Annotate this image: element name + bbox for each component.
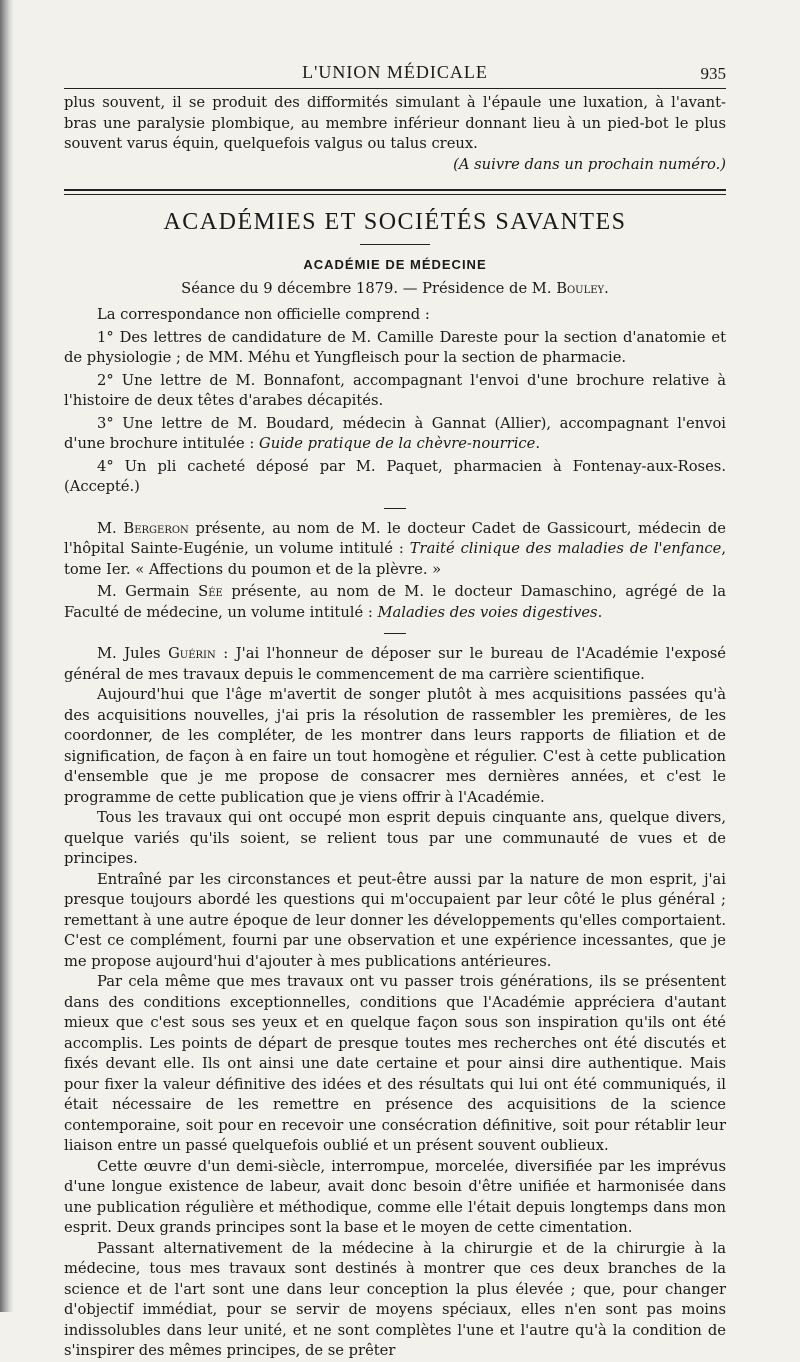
guerin-paragraph-4: Par cela même que mes travaux ont vu passer trois générations, ils se présentent dans des conditions exceptionnelles, conditions que l'Académie appréciera d'autant mieux que c'est sous ses yeux et en quelque façon sous son inspiration qu'ils ont été accomplis. Les points de départ de presque toutes mes recherches ont été discutés et fixés devant elle. Ils ont ainsi une date certaine et pour ainsi dire authentique. Mais pour fixer la valeur définitive des idées et des résultats qui lui ont été communiqués, il était nécessaire de les remettre en présence des acquisitions de la science contemporaine, soit pour en recevoir une consécration définitive, soit pour rétablir leur liaison entre un passé quelquefois oublié et un présent souvent oublieux. xyxy=(64,973,726,1154)
session-line: Séance du 9 décembre 1879. — Présidence de M. Bouley. xyxy=(181,280,609,297)
correspondence-item-4: 4° Un pli cacheté déposé par M. Paquet, pharmacien à Fontenay-aux-Roses. (Accepté.) xyxy=(64,457,726,495)
guerin-paragraph-1: Aujourd'hui que l'âge m'avertit de songer plutôt à mes acquisitions passées qu'à des acquisitions nouvelles, j'ai pris la résolution de rassembler les premières, de les coordonner, de les compléter, de les montrer dans leurs rapports de filiation et de signification, de façon à en faire un tout homogène et régulier. C'est à cette publication d'ensemble que je me propose de consacrer mes dernières années, et c'est le programme de cette publication que je viens offrir à l'Académie. xyxy=(64,686,726,806)
book-spine-shadow xyxy=(0,0,14,1312)
running-header xyxy=(64,58,726,88)
section-title: ACADÉMIES ET SOCIÉTÉS SAVANTES xyxy=(163,209,627,235)
journal-page xyxy=(64,58,726,1362)
separator-dash xyxy=(384,633,406,634)
section-double-rule xyxy=(64,189,726,195)
continuation-note: (A suivre dans un prochain numéro.) xyxy=(453,155,726,173)
presentation-see: M. Germain Sée présente, au nom de M. le docteur Damaschino, agrégé de la Faculté de médecine, un volume intitulé : Maladies des voies digestives. xyxy=(64,583,726,621)
guerin-paragraph-5: Cette œuvre d'un demi-siècle, interrompue, morcelée, diversifiée par les imprévus d'une longue existence de labeur, avait donc besoin d'être unifiée et harmonisée dans une publication régulière et méthodique, comme elle l'était depuis longtemps dans mon esprit. Deux grands principes sont la base et le moyen de cette cimentation. xyxy=(64,1157,726,1236)
correspondence-intro: La correspondance non officielle comprend : xyxy=(97,306,430,323)
academy-heading: ACADÉMIE DE MÉDECINE xyxy=(303,257,487,272)
title-rule xyxy=(360,244,430,245)
separator-dash xyxy=(384,508,406,509)
correspondence-item-2: 2° Une lettre de M. Bonnafont, accompagnant l'envoi d'une brochure relative à l'histoire de deux têtes d'arabes décapités. xyxy=(64,371,726,409)
header-rule xyxy=(64,88,726,89)
guerin-lead-paragraph: M. Jules Guérin : J'ai l'honneur de déposer sur le bureau de l'Académie l'exposé général de mes travaux depuis le commencement de ma carrière scientifique. xyxy=(64,645,726,683)
guerin-paragraph-3: Entraîné par les circonstances et peut-être aussi par la nature de mon esprit, j'ai presque toujours abordé les questions qui m'occupaient par leur côté le plus général ; remettant à une autre époque de leur donner les développements qu'elles comportaient. C'est ce complément, fourni par une observation et une expérience incessantes, que je me propose aujourd'hui d'ajouter à mes publications antérieures. xyxy=(64,870,726,970)
correspondence-item-1: 1° Des lettres de candidature de M. Camille Dareste pour la section d'anatomie et de physiologie ; de MM. Méhu et Yungfleisch pour la section de pharmacie. xyxy=(64,328,726,366)
correspondence-item-3: 3° Une lettre de M. Boudard, médecin à Gannat (Allier), accompagnant l'envoi d'une brochure intitulée : Guide pratique de la chèvre-nourrice. xyxy=(64,414,726,452)
presentation-bergeron: M. Bergeron présente, au nom de M. le docteur Cadet de Gassicourt, médecin de l'hôpital Sainte-Eugénie, un volume intitulé : Traité clinique des maladies de l'enfance, tome Ier. « Affections du poumon et de la plèvre. » xyxy=(64,519,726,578)
page-number: 935 xyxy=(700,64,726,83)
guerin-paragraph-6: Passant alternativement de la médecine à la chirurgie et de la chirurgie à la médecine, tous mes travaux sont destinés à montrer que ces deux branches de la science et de l'art sont une dans leur conception la plus élevée ; que, pour changer d'objectif immédiat, pour se servir de moyens spéciaux, elles n'en sont pas moins indissolubles dans leur unité, et ne sont complètes l'une et l'autre qu'à la condition de s'inspirer des mêmes principes, de se prêter xyxy=(64,1239,726,1359)
journal-title: L'UNION MÉDICALE xyxy=(302,62,488,82)
continued-paragraph: plus souvent, il se produit des difformités simulant à l'épaule une luxation, à l'avant-bras une paralysie plombique, au membre inférieur donnant lieu à un pied-bot le plus souvent varus équin, quelquefois valgus ou talus creux. xyxy=(64,94,726,152)
guerin-paragraph-2: Tous les travaux qui ont occupé mon esprit depuis cinquante ans, quelque divers, quelque variés qu'ils soient, se relient tous par une communauté de vues et de principes. xyxy=(64,809,726,867)
